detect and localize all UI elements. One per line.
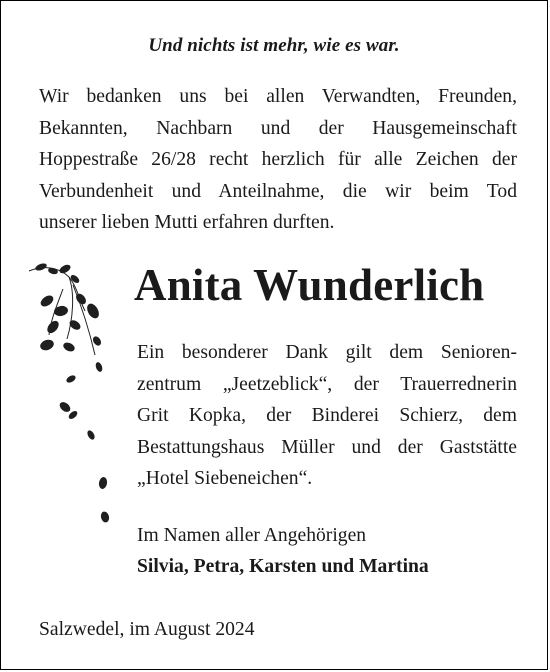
special-thanks-paragraph xyxy=(137,337,517,495)
special-thanks-line: Ein besonderer Dank gilt dem Senioren- xyxy=(137,342,517,363)
thanks-line: Wir bedanken uns bei allen Verwandten, Freunden, xyxy=(39,86,517,107)
special-thanks-line: Bestattungshaus Müller und der Gaststätte xyxy=(137,436,517,458)
place-date: Salzwedel, im August 2024 xyxy=(39,619,255,640)
special-thanks-line: zentrum „Jeetzeblick“, der Trauerrednerin xyxy=(137,373,517,395)
motto: Und nichts ist mehr, wie es war. xyxy=(148,35,400,56)
thanks-line: Bekannten, Nachbarn und der Hausgemeinschaft xyxy=(39,117,517,139)
special-thanks-line: „Hotel Siebeneichen“. xyxy=(137,468,313,489)
deceased-name: Anita Wunderlich xyxy=(134,260,485,310)
thanks-paragraph xyxy=(39,81,517,239)
thanks-line: Verbundenheit und Anteilnahme, die wir beim Tod xyxy=(39,180,517,202)
special-thanks-line: Grit Kopka, der Binderei Schierz, dem xyxy=(137,405,517,426)
thanks-line: Hoppestraße 26/28 recht herzlich für alle Zeichen der xyxy=(39,149,517,170)
signature-names: Silvia, Petra, Karsten und Martina xyxy=(137,556,429,577)
signature-intro: Im Namen aller Angehörigen xyxy=(137,525,367,546)
thanks-line: unserer lieben Mutti erfahren durften. xyxy=(39,212,335,233)
birch-branch-icon xyxy=(23,259,115,539)
